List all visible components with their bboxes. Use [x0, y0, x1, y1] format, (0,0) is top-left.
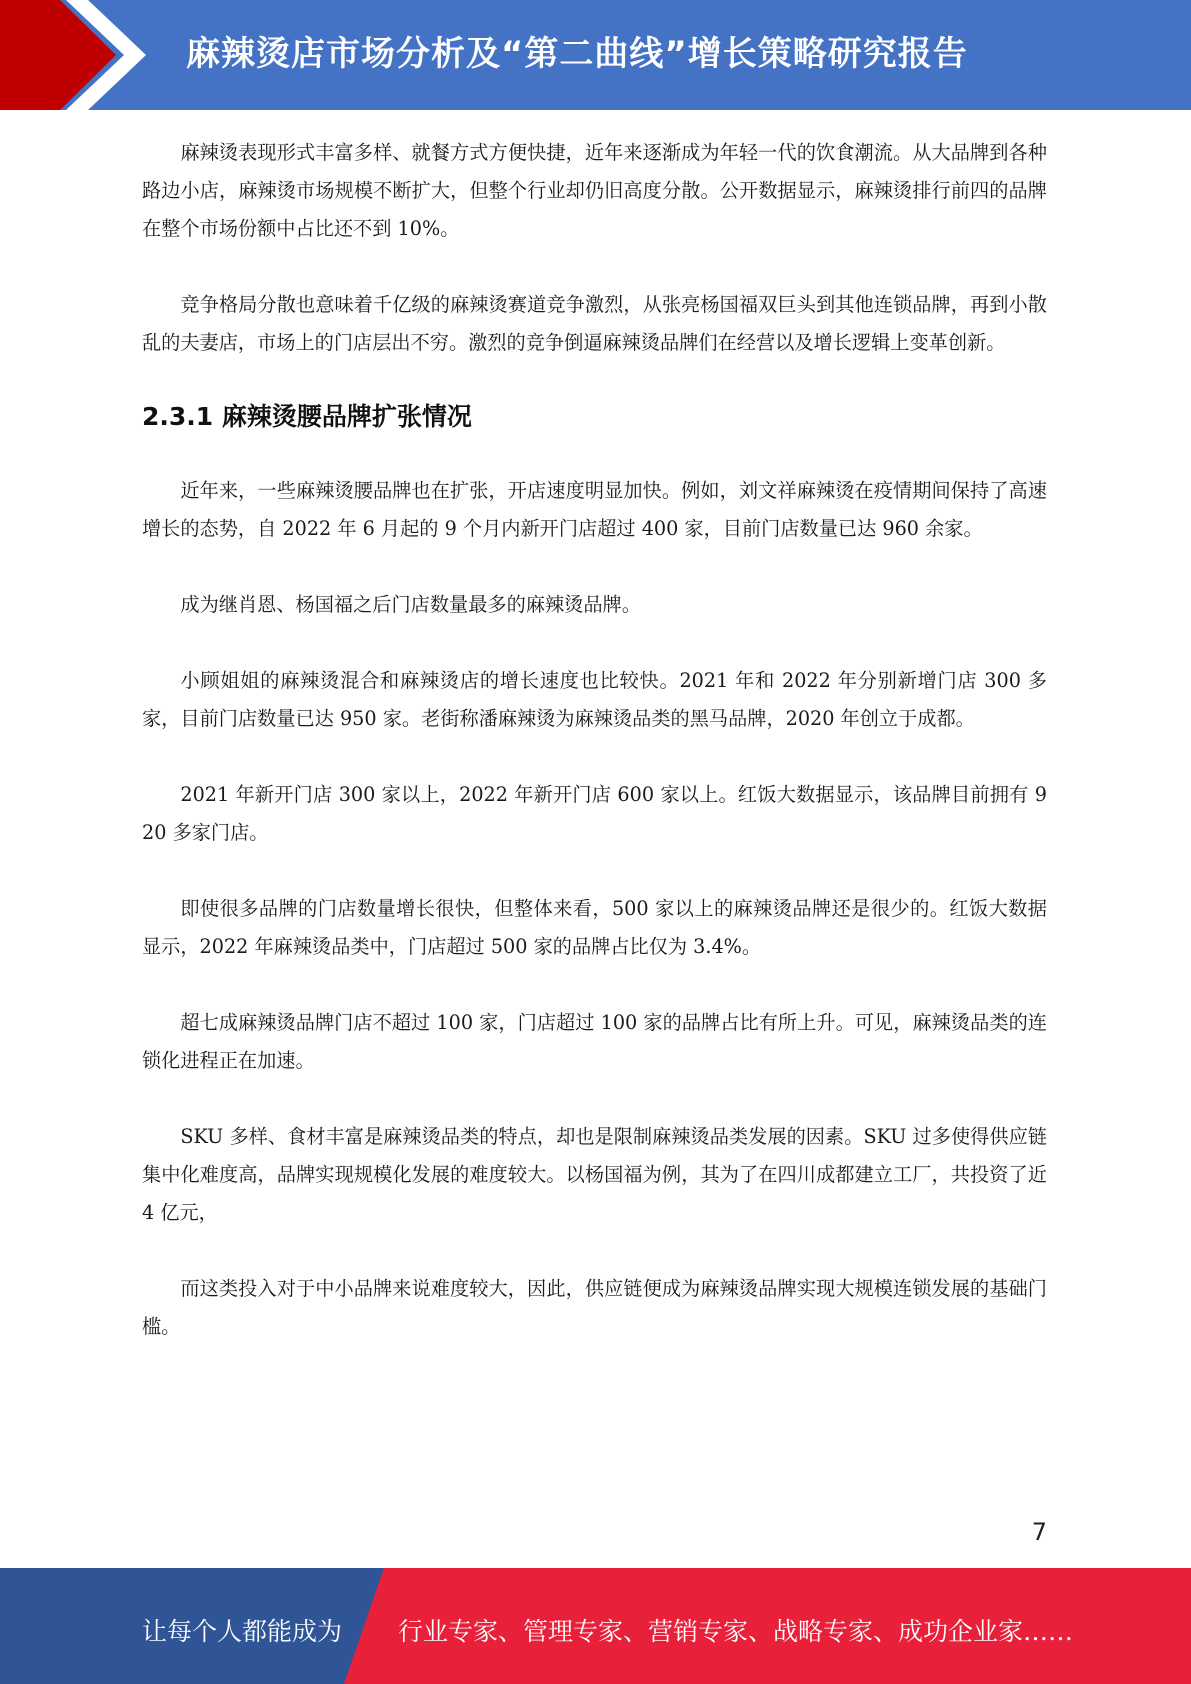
- body-paragraph: 超七成麻辣烫品牌门店不超过 100 家，门店超过 100 家的品牌占比有所上升。可见，麻辣烫品类的连锁化进程正在加速。: [142, 1011, 1047, 1072]
- body-paragraph: 竞争格局分散也意味着千亿级的麻辣烫赛道竞争激烈，从张亮杨国福双巨头到其他连锁品牌，再到小散乱的夫妻店，市场上的门店层出不穷。激烈的竞争倒逼麻辣烫品牌们在经营以及增长逻辑上变革创新。: [142, 293, 1047, 354]
- report-title: 麻辣烫店市场分析及“第二曲线”增长策略研究报告: [186, 34, 968, 74]
- footer-slogan-right: 行业专家、管理专家、营销专家、战略专家、成功企业家……: [398, 1617, 1074, 1646]
- body-paragraph: 2021 年新开门店 300 家以上，2022 年新开门店 600 家以上。红饭大数据显示，该品牌目前拥有 920 多家门店。: [142, 783, 1047, 844]
- body-paragraph: 即使很多品牌的门店数量增长很快，但整体来看，500 家以上的麻辣烫品牌还是很少的。红饭大数据显示，2022 年麻辣烫品类中，门店超过 500 家的品牌占比仅为 3.4%。: [142, 897, 1047, 958]
- body-paragraph: 而这类投入对于中小品牌来说难度较大，因此，供应链便成为麻辣烫品牌实现大规模连锁发展的基础门槛。: [142, 1277, 1047, 1338]
- footer-slogan-left: 让每个人都能成为: [142, 1617, 343, 1646]
- page-body: [142, 134, 1047, 1384]
- body-paragraph: 近年来，一些麻辣烫腰品牌也在扩张，开店速度明显加快。例如，刘文祥麻辣烫在疫情期间保持了高速增长的态势，自 2022 年 6 月起的 9 个月内新开门店超过 400 家，目前门店数量已达 960 余家。: [142, 479, 1047, 540]
- page-header-band: [0, 0, 1191, 110]
- page-footer-band: [0, 1568, 1191, 1684]
- body-paragraph: 成为继肖恩、杨国福之后门店数量最多的麻辣烫品牌。: [180, 593, 641, 616]
- body-paragraph: 麻辣烫表现形式丰富多样、就餐方式方便快捷，近年来逐渐成为年轻一代的饮食潮流。从大品牌到各种路边小店，麻辣烫市场规模不断扩大，但整个行业却仍旧高度分散。公开数据显示，麻辣烫排行前四的品牌在整个市场份额中占比还不到 10%。: [142, 141, 1047, 240]
- section-heading: 2.3.1 麻辣烫腰品牌扩张情况: [142, 402, 472, 431]
- body-paragraph: SKU 多样、食材丰富是麻辣烫品类的特点，却也是限制麻辣烫品类发展的因素。SKU 过多使得供应链集中化难度高，品牌实现规模化发展的难度较大。以杨国福为例，其为了在四川成都建立工厂，共投资了近 4 亿元，: [142, 1125, 1047, 1224]
- header-red-arrow-decoration: [0, 0, 160, 110]
- body-paragraph: 小顾姐姐的麻辣烫混合和麻辣烫店的增长速度也比较快。2021 年和 2022 年分别新增门店 300 多家，目前门店数量已达 950 家。老街称潘麻辣烫为麻辣烫品类的黑马品牌，2020 年创立于成都。: [142, 669, 1047, 730]
- page-number: 7: [1031, 1518, 1047, 1546]
